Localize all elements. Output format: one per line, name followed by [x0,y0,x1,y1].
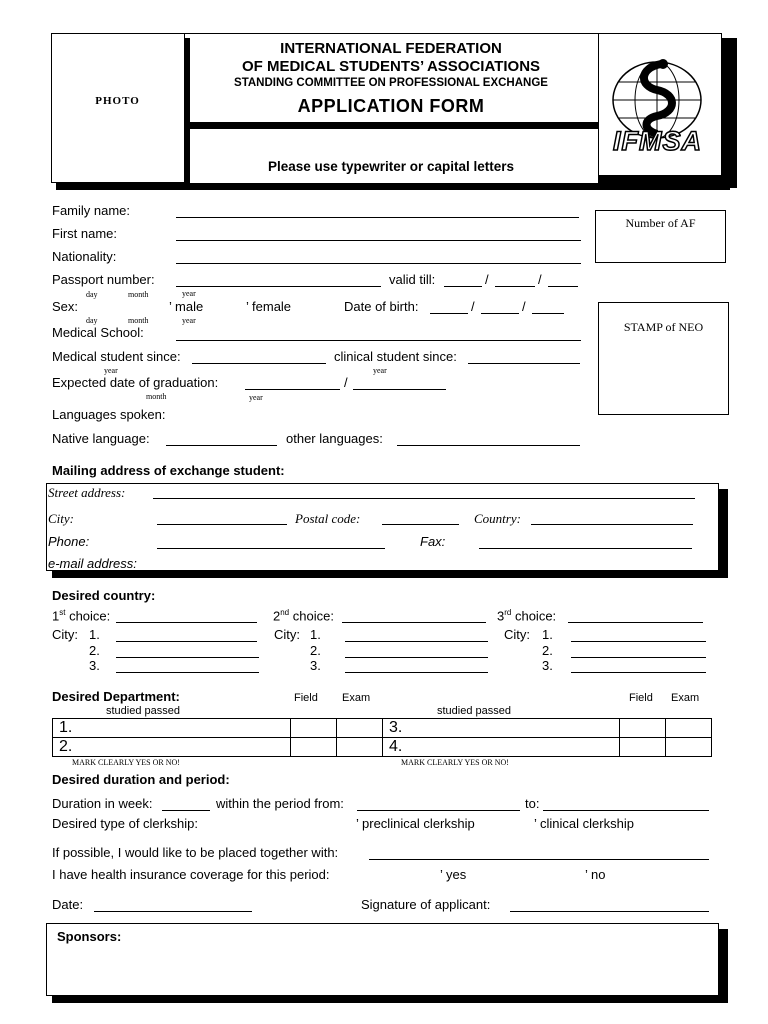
city3-n3: 3. [542,658,553,673]
org-line2: OF MEDICAL STUDENTS’ ASSOCIATIONS [241,58,541,75]
city3-n2: 2. [542,643,553,658]
city1-n2: 2. [89,643,100,658]
date-label: Date: [52,897,84,912]
graduation-year[interactable] [353,389,446,390]
period-to-field[interactable] [543,810,709,811]
city3-label: City: [504,627,530,642]
clerkship-label: Desired type of clerkship: [52,816,198,831]
exam-cell-1[interactable] [336,719,382,738]
choice1-word: choice: [65,608,111,624]
city1-field3[interactable] [116,672,259,673]
mailing-box [46,483,719,571]
insurance-no-checkbox[interactable]: ’ no [585,867,606,882]
department-cell-3[interactable]: 3. [382,719,619,738]
valid-till-label: valid till: [389,272,436,287]
city-label: City: [48,511,74,526]
country-field[interactable] [531,524,693,525]
dob-year-hint: year [182,316,196,325]
med-student-since-field[interactable] [192,363,326,364]
fax-label: Fax: [420,534,446,549]
valid-till-year[interactable] [548,286,578,287]
studied-passed-left: studied passed [106,705,180,717]
city2-n1: 1. [310,627,321,642]
department-row [53,738,712,757]
choice2-sup: nd [280,608,290,617]
city-field[interactable] [157,524,287,525]
email-label: e-mail address: [48,556,137,571]
passport-month-hint: month [128,290,149,299]
af-number-box[interactable] [595,210,726,263]
city1-n3: 3. [89,658,100,673]
first-name-label: First name: [52,226,118,241]
choice2-field[interactable] [342,622,486,623]
phone-label: Phone: [48,534,90,549]
exam-cell-3[interactable] [665,719,711,738]
dob-day[interactable] [430,313,468,314]
languages-label: Languages spoken: [52,407,166,422]
city3-field2[interactable] [571,657,706,658]
dob-label: Date of birth: [344,299,419,314]
choice1-label [52,608,110,623]
insurance-yes-checkbox[interactable]: ’ yes [440,867,467,882]
dob-sep2: / [522,299,526,314]
mailing-heading: Mailing address of exchange student: [52,463,285,478]
male-checkbox[interactable]: ’ male [169,299,204,314]
department-cell-2[interactable]: 2. [53,738,291,757]
field-cell-4[interactable] [619,738,665,757]
medical-school-label: Medical School: [52,325,144,340]
field-cell-3[interactable] [619,719,665,738]
sex-label: Sex: [52,299,79,314]
choice2-label [273,608,334,623]
signature-label: Signature of applicant: [361,897,491,912]
female-checkbox[interactable]: ’ female [246,299,292,314]
sponsors-box[interactable] [46,923,719,996]
choice1-num: 1 [52,608,60,624]
dob-day-hint: day [86,316,98,325]
department-cell-1[interactable]: 1. [53,719,291,738]
city3-n1: 1. [542,627,553,642]
dob-sep1: / [471,299,475,314]
passport-label: Passport number: [52,272,155,287]
insurance-label: I have health insurance coverage for this period: [52,867,330,882]
preclinical-checkbox[interactable]: ’ preclinical clerkship [356,816,475,831]
choice3-label [497,608,556,623]
other-languages-field[interactable] [397,445,580,446]
weeks-field[interactable] [162,810,210,811]
stamp-label: STAMP of NEO [623,320,704,334]
family-name-field[interactable] [176,217,579,218]
duration-heading: Desired duration and period: [52,772,230,787]
sponsors-heading: Sponsors: [57,929,122,944]
field-cell-1[interactable] [290,719,336,738]
city2-n3: 3. [310,658,321,673]
city2-n2: 2. [310,643,321,658]
other-languages-label: other languages: [286,431,383,446]
med-student-since-label: Medical student since: [52,349,181,364]
stamp-box[interactable] [598,302,729,415]
together-label: If possible, I would like to be placed together with: [52,845,339,860]
street-label: Street address: [48,485,126,500]
valid-till-sep2: / [538,272,542,287]
department-cell-4[interactable]: 4. [382,738,619,757]
exam-header-left: Exam [342,692,371,704]
date-field[interactable] [94,911,252,912]
within-label: within the period from: [216,796,344,811]
clinical-since-label: clinical student since: [334,349,457,364]
graduation-month-hint: month [146,392,167,401]
exam-header-right: Exam [671,692,700,704]
dob-month-hint: month [128,316,149,325]
city1-field2[interactable] [116,657,259,658]
choice3-field[interactable] [568,622,703,623]
city2-label: City: [274,627,300,642]
city2-field2[interactable] [345,657,488,658]
department-row [53,719,712,738]
instruction-text: Please use typewriter or capital letters [267,159,515,174]
clinical-since-year-hint: year [373,366,387,375]
graduation-label: Expected date of graduation: [52,375,219,390]
period-from-field[interactable] [357,810,520,811]
native-language-label: Native language: [52,431,150,446]
choice3-num: 3 [497,608,505,624]
choice3-word: choice: [511,608,557,624]
clinical-since-field[interactable] [468,363,580,364]
city3-field1[interactable] [571,641,706,642]
graduation-year-hint: year [249,393,263,402]
clinical-checkbox[interactable]: ’ clinical clerkship [534,816,634,831]
dob-month[interactable] [481,313,519,314]
photo-label: PHOTO [95,95,140,107]
department-table [52,718,712,757]
passport-day-hint: day [86,290,98,299]
city2-field3[interactable] [345,672,488,673]
postal-label: Postal code: [295,511,361,526]
country-label: Country: [474,511,521,526]
form-title: APPLICATION FORM [297,96,485,116]
country-heading: Desired country: [52,588,156,603]
valid-till-day[interactable] [444,286,482,287]
first-name-field[interactable] [176,240,581,241]
medical-school-field[interactable] [176,340,581,341]
postal-field[interactable] [382,524,459,525]
signature-field[interactable] [510,911,709,912]
city3-field3[interactable] [571,672,706,673]
city1-label: City: [52,627,78,642]
choice1-field[interactable] [116,622,257,623]
valid-till-sep1: / [485,272,489,287]
passport-field[interactable] [176,286,381,287]
logo-text: IFMSA [613,126,702,156]
phone-field[interactable] [157,548,385,549]
instruction-panel [184,128,599,184]
field-header-right: Field [629,692,653,704]
city1-field1[interactable] [116,641,257,642]
mark-note-right: MARK CLEARLY YES OR NO! [401,758,509,767]
exam-cell-2[interactable] [336,738,382,757]
logo-box [598,33,722,176]
graduation-sep: / [344,375,348,390]
passport-year-hint: year [182,289,196,298]
af-number-label: Number of AF [625,216,696,230]
department-heading: Desired Department: [52,689,180,704]
header-banner [184,33,599,123]
nationality-field[interactable] [176,263,581,264]
committee-line: STANDING COMMITTEE ON PROFESSIONAL EXCHANGE [234,77,548,89]
weeks-label: Duration in week: [52,796,153,811]
fax-field[interactable] [479,548,692,549]
photo-box[interactable] [51,33,185,183]
city2-field1[interactable] [345,641,488,642]
med-since-year-hint: year [104,366,118,375]
mark-note-left: MARK CLEARLY YES OR NO! [72,758,180,767]
street-field[interactable] [153,498,695,499]
org-line1: INTERNATIONAL FEDERATION [280,40,502,57]
native-language-field[interactable] [166,445,277,446]
to-label: to: [525,796,540,811]
dob-year[interactable] [532,313,564,314]
choice2-word: choice: [289,608,334,624]
choice2-num: 2 [273,608,281,624]
together-field[interactable] [369,859,709,860]
field-header-left: Field [294,692,318,704]
city1-n1: 1. [89,627,100,642]
valid-till-month[interactable] [495,286,535,287]
choice3-sup: rd [504,608,512,617]
choice1-sup: st [59,608,66,617]
field-cell-2[interactable] [290,738,336,757]
exam-cell-4[interactable] [665,738,711,757]
nationality-label: Nationality: [52,249,117,264]
studied-passed-right: studied passed [437,705,511,717]
family-name-label: Family name: [52,203,131,218]
graduation-month[interactable] [245,389,340,390]
